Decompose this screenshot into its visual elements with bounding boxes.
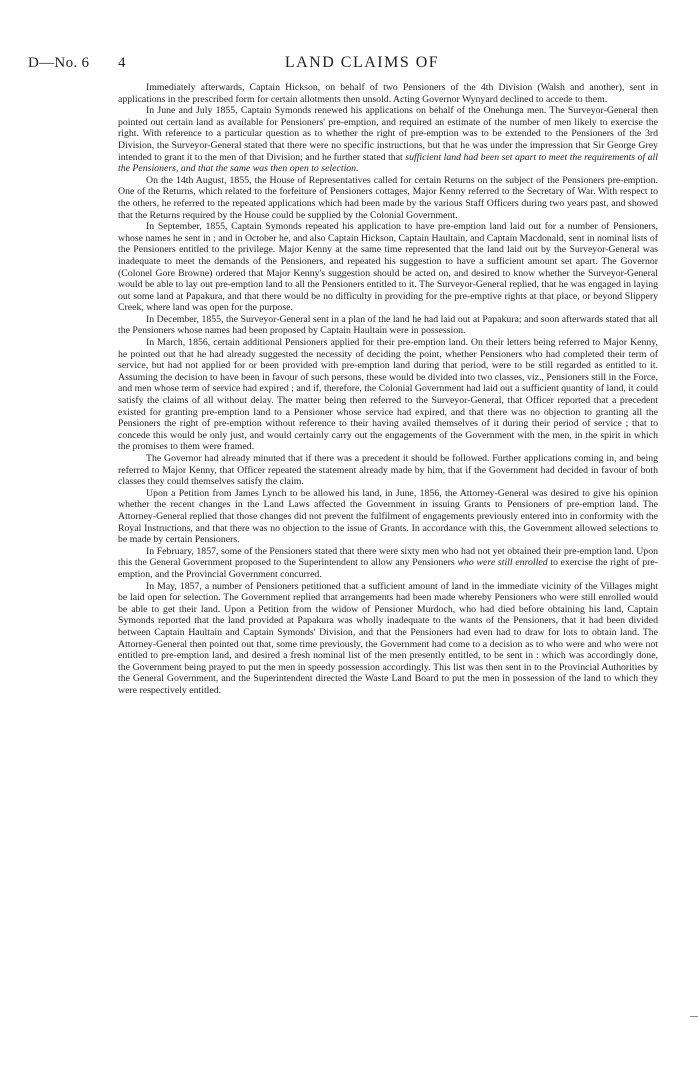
paragraph	[118, 488, 658, 546]
margin-mark	[690, 1016, 698, 1017]
paragraph-text: In September, 1855, Captain Symonds repeated his application to have pre-emption land laid out for a number of Pensioners, whose names he sent in ; and in October he, and also Captain Hickson, Captain Haultain, and Captain Macdonald, sent in nominal lists of the Pensioners entitled to the privilege. Major Kenny at the same time represented that the land laid out by the Surveyor-General was inadequate to meet the demands of the Pensioners, and repeated his suggestion to have a sufficient amount set apart. The Governor (Colonel Gore Browne) ordered that Major Kenny's suggestion should be acted on, and desired to know whether the Surveyor-General would be able to lay out pre-emption land to all the Pensioners entitled to it. The Surveyor-General replied, that he was engaged in laying out some land at Papakura, and that there would be no difficulty in providing for the pre-emptive rights at that place, or beyond Slippery Creek, where land was open for the purpose.	[118, 221, 658, 314]
paragraph-text: Upon a Petition from James Lynch to be allowed his land, in June, 1856, the Attorney-General was desired to give his opinion whether the recent changes in the Land Laws affected the Government in issuing Grants to Pensioners of pre-emption land. The Attorney-General replied that those changes did not prevent the fulfilment of engagements previously entered into in conformity with the Royal Instructions, and that there was no objection to the issue of Grants. In accordance with this, the Government allowed selections to be made by certain Pensioners.	[118, 487, 658, 546]
paragraph	[118, 221, 658, 314]
paragraph-text: to exercise the right of pre-emption, and the Provincial Government concurred.	[118, 557, 659, 580]
paragraph-text: In February, 1857, some of the Pensioners stated that there were sixty men who had not yet obtained their pre-emption land. Upon this the General Government proposed to the Superintendent to allow any Pensioners	[118, 545, 658, 569]
paragraph-text: Immediately afterwards, Captain Hickson, on behalf of two Pensioners of the 4th Division (Walsh and another), sent in applications in the prescribed form for certain allotments then unsold. Acting Governor Wynyard declined to accede to them.	[118, 82, 658, 105]
paragraph-text: In March, 1856, certain additional Pensioners applied for their pre-emption land. On their letters being referred to Major Kenny, he pointed out that he had already suggested the necessity of deciding the point, whether Pensioners who had completed their term of service, but had not applied for or been provided with pre-emption land during that period, were to be still regarded as entitled to it. Assuming the decision to have been in favour of such persons, these would be divided into two classes, viz., Pensioners still in the Force, and men whose term of service had expired ; and if, therefore, the Colonial Government had laid out a sufficient quantity of land, it could satisfy the claims of all without delay. The matter being then referred to the Surveyor-General, that Officer reported that a precedent existed for granting pre-emption land to a Pensioner whose service had expired, and that there was no objection to granting all the Pensioners the right of pre-emption without reference to their having availed themselves of it during their period of service ; that to concede this would be only just, and would certainly carry out the engagements of the Government with the men, in the spirit in which the promises to them were framed.	[118, 337, 658, 453]
paragraph	[118, 581, 658, 697]
paragraph	[118, 337, 658, 453]
paragraph-text: In June and July 1855, Captain Symonds renewed his applications on behalf of the Onehunga men. The Surveyor-General then pointed out certain land as available for Pensioners' pre-emption, and required an estimate of the number of men likely to exercise the right. With reference to a particular question as to whether the right of pre-emption was to be extended to the Pensioners of the 3rd Division, the Surveyor-General stated that there were no specific instructions, but that he was under the impression that Sir George Grey intended to grant it to the men of that Division; and he further stated that	[118, 105, 658, 163]
paragraph-text: On the 14th August, 1855, the House of Representatives called for certain Returns on the subject of the Pensioners pre-emption. One of the Returns, which related to the forfeiture of Pensioners cottages, Major Kenny referred to the Secretary of War. With respect to the others, he referred to the repeated applications which had been made by the various Staff Officers during two years past, and showed that the Returns required by the House could be supplied by the Colonial Government.	[118, 174, 658, 221]
page-number: 4	[118, 55, 126, 71]
running-title: LAND CLAIMS OF	[284, 54, 440, 71]
paragraph	[118, 453, 658, 488]
paragraph	[118, 314, 658, 337]
paragraph-text: In May, 1857, a number of Pensioners petitioned that a sufficient amount of land in the immediate vicinity of the Villages might be laid open for selection. The Government replied that arrangements had been made whereby Pensioners who were still enrolled would be able to get their land. Upon a Petition from the widow of Pensioner Murdoch, who had died before obtaining his land, Captain Symonds reported that the land provided at Papakura was wholly inadequate to the wants of the Pensioners, that it had been divided between Captain Haultain and Captain Symonds' Division, and that the Pensioners had even had to draw for lots to obtain land. The Attorney-General then pointed out that, some time previously, the Government had come to a decision as to who were and who were not entitled to pre-emption land, and desired a fresh nominal list of the men presently entitled, to be sent in : which was accordingly done, the Government being prayed to put the men in speedy possession accordingly. This list was then sent in to the Provincial Authorities by the General Government, and the Superintendent directed the Waste Land Board to put the men in possession of the land to which they were respectively entitled.	[118, 580, 658, 696]
document-id: D—No. 6	[28, 55, 90, 71]
paragraph-text: In December, 1855, the Surveyor-General sent in a plan of the land he had laid out at Papakura; and soon afterwards stated that all the Pensioners whose names had been proposed by Captain Haultain were in possession.	[118, 313, 658, 337]
paragraph	[118, 546, 658, 581]
paragraph	[118, 105, 658, 175]
paragraph-text: The Governor had already minuted that if there was a precedent it should be followed. Further applications coming in, and being referred to Major Kenny, that Officer repeated the statement already made by him, that if the Government had decided in favour of both classes they could themselves satisfy the claim.	[118, 453, 658, 488]
paragraph	[118, 82, 658, 105]
italic-text: who were still enrolled	[457, 557, 548, 569]
italic-text: sufficient land had been set apart to meet the requirements of all the Pensioners, and that the same was then open to selection.	[118, 151, 658, 175]
page-header	[28, 55, 656, 75]
paragraph	[118, 175, 658, 221]
document-body	[118, 82, 658, 696]
